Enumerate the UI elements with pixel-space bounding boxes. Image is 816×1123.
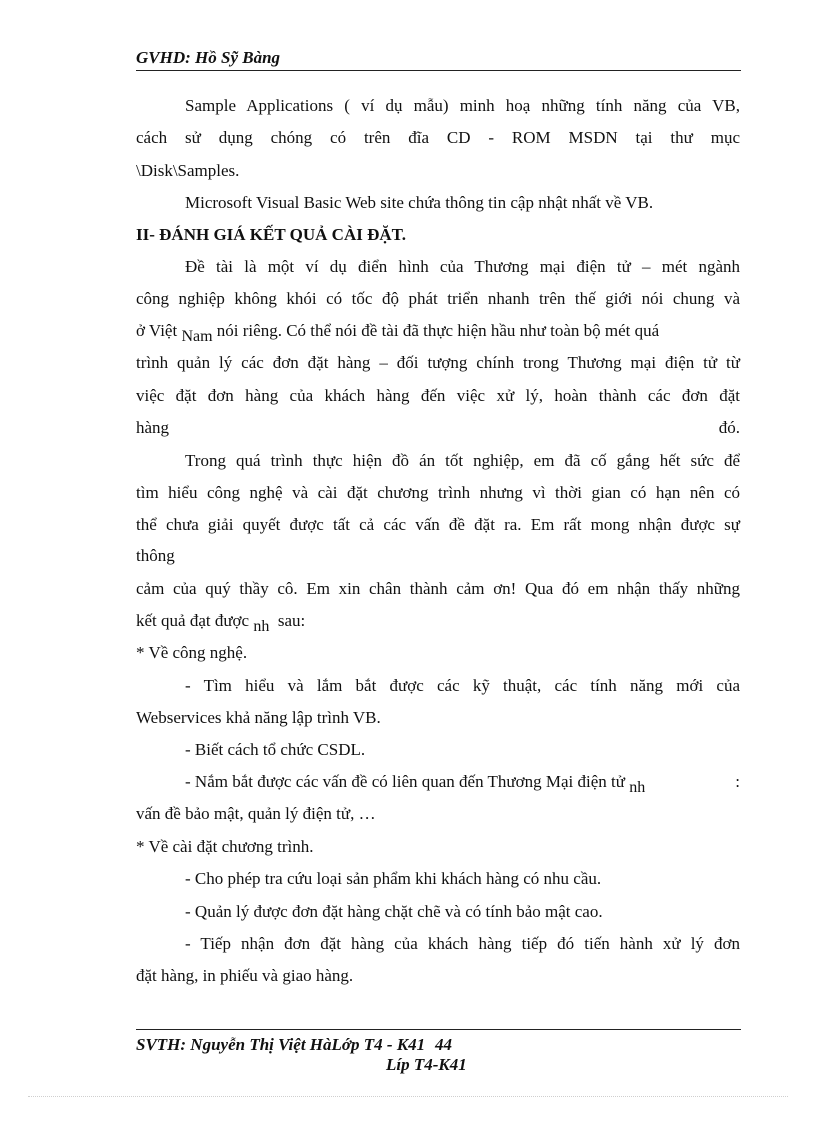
paragraph-line: công nghiệp không khói có tốc độ phát triển nhanh trên thế giới nói chung và	[136, 289, 740, 308]
paragraph-line: tìm hiểu công nghệ và cài đặt chương trình nhưng vì thời gian có hạn nên có	[136, 483, 740, 502]
text-run: kết quả đạt được	[136, 611, 254, 630]
paragraph-line: \Disk\Samples.	[136, 161, 240, 180]
list-item: - Biết cách tổ chức CSDL.	[185, 740, 366, 759]
list-item: - Tiếp nhận đơn đặt hàng của khách hàng tiếp đó tiến hành xử lý đơn	[185, 934, 740, 953]
paragraph-line: Webservices khả năng lập trình VB.	[136, 708, 381, 727]
footer-divider	[136, 1029, 741, 1030]
text-run: ở Việt	[136, 321, 182, 340]
paragraph-line: thể chưa giải quyết được tất cả các vấn đề đặt ra. Em rất mong nhận được sự	[136, 515, 740, 534]
page-header: GVHD: Hồ Sỹ Bàng	[136, 48, 281, 67]
list-item: - Quản lý được đơn đặt hàng chặt chẽ và có tính bảo mật cao.	[185, 902, 603, 921]
paragraph-line: - Tìm hiểu và lắm bắt được các kỹ thuật, các tính năng mới của	[185, 676, 740, 695]
footer-author: SVTH: Nguyễn Thị Việt HàLớp T4 - K41	[136, 1035, 426, 1054]
paragraph-line: trình quản lý các đơn đặt hàng – đối tượng chính trong Thương mại điện tử từ	[136, 353, 740, 372]
text-run: hàng	[136, 418, 170, 437]
paragraph-line	[136, 611, 740, 635]
text-run: sau:	[269, 611, 306, 630]
paragraph-line: Microsoft Visual Basic Web site chứa thông tin cập nhật nhất về VB.	[185, 193, 654, 212]
paragraph-line: thông	[136, 546, 175, 565]
paragraph-line: cách sử dụng chóng có trên đĩa CD - ROM MSDN tại thư mục	[136, 128, 740, 147]
footer-class: Líp T4-K41	[386, 1055, 467, 1074]
bullet-heading: * Về cài đặt chương trình.	[136, 837, 314, 856]
list-item: - Cho phép tra cứu loại sản phẩm khi khách hàng có nhu cầu.	[185, 869, 602, 888]
paragraph-line	[136, 418, 740, 438]
header-divider	[136, 70, 741, 71]
page-number: 44	[435, 1035, 452, 1054]
paragraph-line: Sample Applications ( ví dụ mẫu) minh hoạ những tính năng của VB,	[185, 96, 740, 115]
text-run: - Nắm bắt được các vấn đề có liên quan đến Thương Mại điện tử	[185, 772, 630, 791]
paragraph-line: vấn đề bảo mật, quản lý điện tử, …	[136, 804, 376, 823]
page-boundary-line	[28, 1096, 788, 1097]
section-heading: II- ĐÁNH GIÁ KẾT QUẢ CÀI ĐẶT.	[136, 225, 406, 244]
paragraph-line: đặt hàng, in phiếu và giao hàng.	[136, 966, 354, 985]
paragraph-line: Trong quá trình thực hiện đồ án tốt nghiệp, em đã cố gắng hết sức để	[185, 451, 740, 470]
text-run: đó.	[718, 418, 740, 437]
text-run: nói riêng. Có thể nói đề tài đã thực hiện hầu như toàn bộ mét quá	[212, 321, 660, 340]
paragraph-line: việc đặt đơn hàng của khách hàng đến việc xử lý, hoàn thành các đơn đặt	[136, 386, 740, 405]
paragraph-line	[136, 321, 740, 345]
paragraph-line: Đề tài là một ví dụ điển hình của Thương mại điện tử – mét ngành	[185, 257, 740, 276]
paragraph-line: cảm của quý thầy cô. Em xin chân thành cảm ơn! Qua đó em nhận thấy những	[136, 579, 740, 598]
text-run: :	[735, 772, 740, 791]
lowered-text-run: nh	[253, 618, 270, 635]
page-footer	[136, 1035, 452, 1055]
lowered-text-run: nh	[629, 779, 646, 796]
list-item	[185, 772, 740, 796]
lowered-text-run: Nam	[181, 328, 213, 345]
bullet-heading: * Về công nghệ.	[136, 643, 248, 662]
